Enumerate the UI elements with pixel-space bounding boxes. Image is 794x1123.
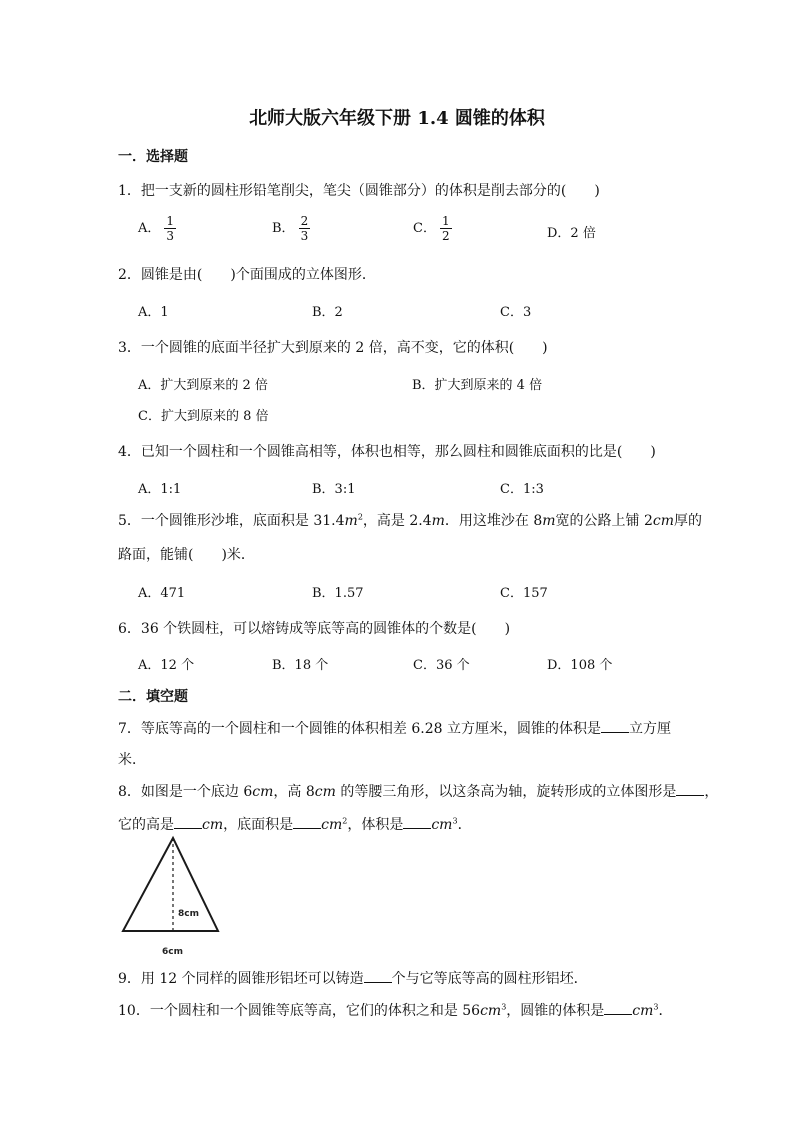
question-6-option-c: C．36 个 <box>413 658 470 673</box>
section-heading-fill: 二．填空题 <box>118 689 188 705</box>
question-5-option-b: B．1.57 <box>312 586 364 601</box>
question-9-text <box>118 968 588 988</box>
fraction <box>440 214 452 243</box>
text-run: 立方厘 <box>628 721 671 737</box>
superscript: 3 <box>653 1002 659 1012</box>
question-1-option-d: D．2 倍 <box>547 226 596 241</box>
option-label: C． <box>413 221 436 236</box>
answer-blank[interactable] <box>293 814 321 829</box>
base-label: 6cm <box>162 947 183 957</box>
text-run: ，体积是 <box>347 817 404 833</box>
page-title: 北师大版六年级下册 1.4 圆锥的体积 <box>249 108 545 129</box>
answer-blank[interactable] <box>601 718 629 733</box>
question-4-text: 4．已知一个圆柱和一个圆锥高相等，体积也相等，那么圆柱和圆锥底面积的比是( ) <box>118 444 656 460</box>
text-run: 8．如图是一个底边 6 <box>118 784 253 800</box>
text-run: ， <box>704 784 719 800</box>
fraction <box>299 214 311 243</box>
fraction-numerator: 1 <box>166 214 175 228</box>
text-run: ．用这堆沙在 8 <box>444 513 543 529</box>
question-10-text <box>118 1000 673 1020</box>
superscript: 3 <box>452 816 458 826</box>
text-run: 9．用 12 个同样的圆锥形铝坯可以铸造 <box>118 971 364 987</box>
unit: cm <box>252 784 274 800</box>
text-run: ，高是 2.4 <box>362 513 432 529</box>
question-1-option-a <box>138 214 176 243</box>
question-3-option-a: A．扩大到原来的 2 倍 <box>138 378 268 393</box>
answer-blank[interactable] <box>403 814 431 829</box>
question-4-option-a: A．1:1 <box>138 482 182 497</box>
question-3-option-b: B．扩大到原来的 4 倍 <box>412 378 543 393</box>
unit: cm <box>431 817 453 833</box>
text-run: 的等腰三角形，以这条高为轴，旋转形成的立体图形是 <box>335 784 677 800</box>
fraction <box>164 214 176 243</box>
unit: m <box>431 513 445 529</box>
question-3-text: 3．一个圆锥的底面半径扩大到原来的 2 倍，高不变，它的体积( ) <box>118 340 548 356</box>
question-5-line-1 <box>118 510 702 530</box>
text-run: ． <box>658 1003 673 1019</box>
text-run: ，底面积是 <box>223 817 294 833</box>
question-7-line-1 <box>118 718 671 738</box>
text-run: 10．一个圆柱和一个圆锥等底等高，它们的体积之和是 56 <box>118 1003 481 1019</box>
question-1-text: 1．把一支新的圆柱形铅笔削尖，笔尖（圆锥部分）的体积是削去部分的( ) <box>118 183 600 199</box>
question-6-text: 6．36 个铁圆柱，可以熔铸成等底等高的圆锥体的个数是( ) <box>118 621 511 637</box>
text-run: 5．一个圆锥形沙堆，底面积是 31.4 <box>118 513 345 529</box>
fraction-denominator: 3 <box>166 229 175 243</box>
text-run: 宽的公路上铺 2 <box>555 513 653 529</box>
question-8-line-2 <box>118 814 472 834</box>
unit: cm <box>652 513 675 529</box>
text-run: ，圆锥的体积是 <box>506 1003 605 1019</box>
question-5-line-2: 路面，能铺( )米． <box>118 547 255 563</box>
text-run: ，高 8 <box>273 784 315 800</box>
question-2-option-b: B．2 <box>312 305 343 320</box>
question-6-option-b: B．18 个 <box>272 658 329 673</box>
question-6-option-d: D．108 个 <box>547 658 613 673</box>
fraction-numerator: 2 <box>300 214 309 228</box>
triangle-outline <box>123 838 218 931</box>
unit: cm <box>314 784 336 800</box>
question-3-option-c: C．扩大到原来的 8 倍 <box>138 409 269 424</box>
height-label: 8cm <box>178 909 199 919</box>
unit: cm <box>632 1003 654 1019</box>
answer-blank[interactable] <box>604 1000 632 1015</box>
question-2-option-a: A．1 <box>138 305 169 320</box>
answer-blank[interactable] <box>676 781 704 796</box>
unit: cm <box>480 1003 502 1019</box>
answer-blank[interactable] <box>364 968 392 983</box>
fraction-numerator: 1 <box>441 214 450 228</box>
unit: m <box>344 513 358 529</box>
question-2-option-c: C．3 <box>500 305 532 320</box>
question-1-option-b <box>272 214 310 243</box>
question-6-option-a: A．12 个 <box>138 658 195 673</box>
question-1-option-c <box>413 214 452 243</box>
superscript: 2 <box>357 512 363 522</box>
question-8-line-1 <box>118 781 718 801</box>
question-5-option-a: A．471 <box>138 586 186 601</box>
text-run: 7．等底等高的一个圆柱和一个圆锥的体积相差 6.28 立方厘米，圆锥的体积是 <box>118 721 601 737</box>
superscript: 3 <box>501 1002 507 1012</box>
unit: m <box>542 513 556 529</box>
option-label: A． <box>138 221 161 236</box>
superscript: 2 <box>342 816 348 826</box>
answer-blank[interactable] <box>174 814 202 829</box>
text-run: 它的高是 <box>118 817 174 833</box>
question-4-option-b: B．3:1 <box>312 482 356 497</box>
question-4-option-c: C．1:3 <box>500 482 544 497</box>
question-7-line-2: 米． <box>118 752 146 768</box>
text-run: 个与它等底等高的圆柱形铝坯． <box>391 971 588 987</box>
unit: cm <box>321 817 343 833</box>
isosceles-triangle-figure <box>116 833 226 961</box>
option-label: B． <box>272 221 295 236</box>
fraction-denominator: 2 <box>441 229 450 243</box>
unit: cm <box>202 817 224 833</box>
text-run: 厚的 <box>674 513 703 529</box>
fraction-denominator: 3 <box>300 229 309 243</box>
text-run: ． <box>457 817 472 833</box>
section-heading-choice: 一．选择题 <box>118 149 188 165</box>
question-5-option-c: C．157 <box>500 586 548 601</box>
question-2-text: 2．圆锥是由( )个面围成的立体图形． <box>118 267 376 283</box>
